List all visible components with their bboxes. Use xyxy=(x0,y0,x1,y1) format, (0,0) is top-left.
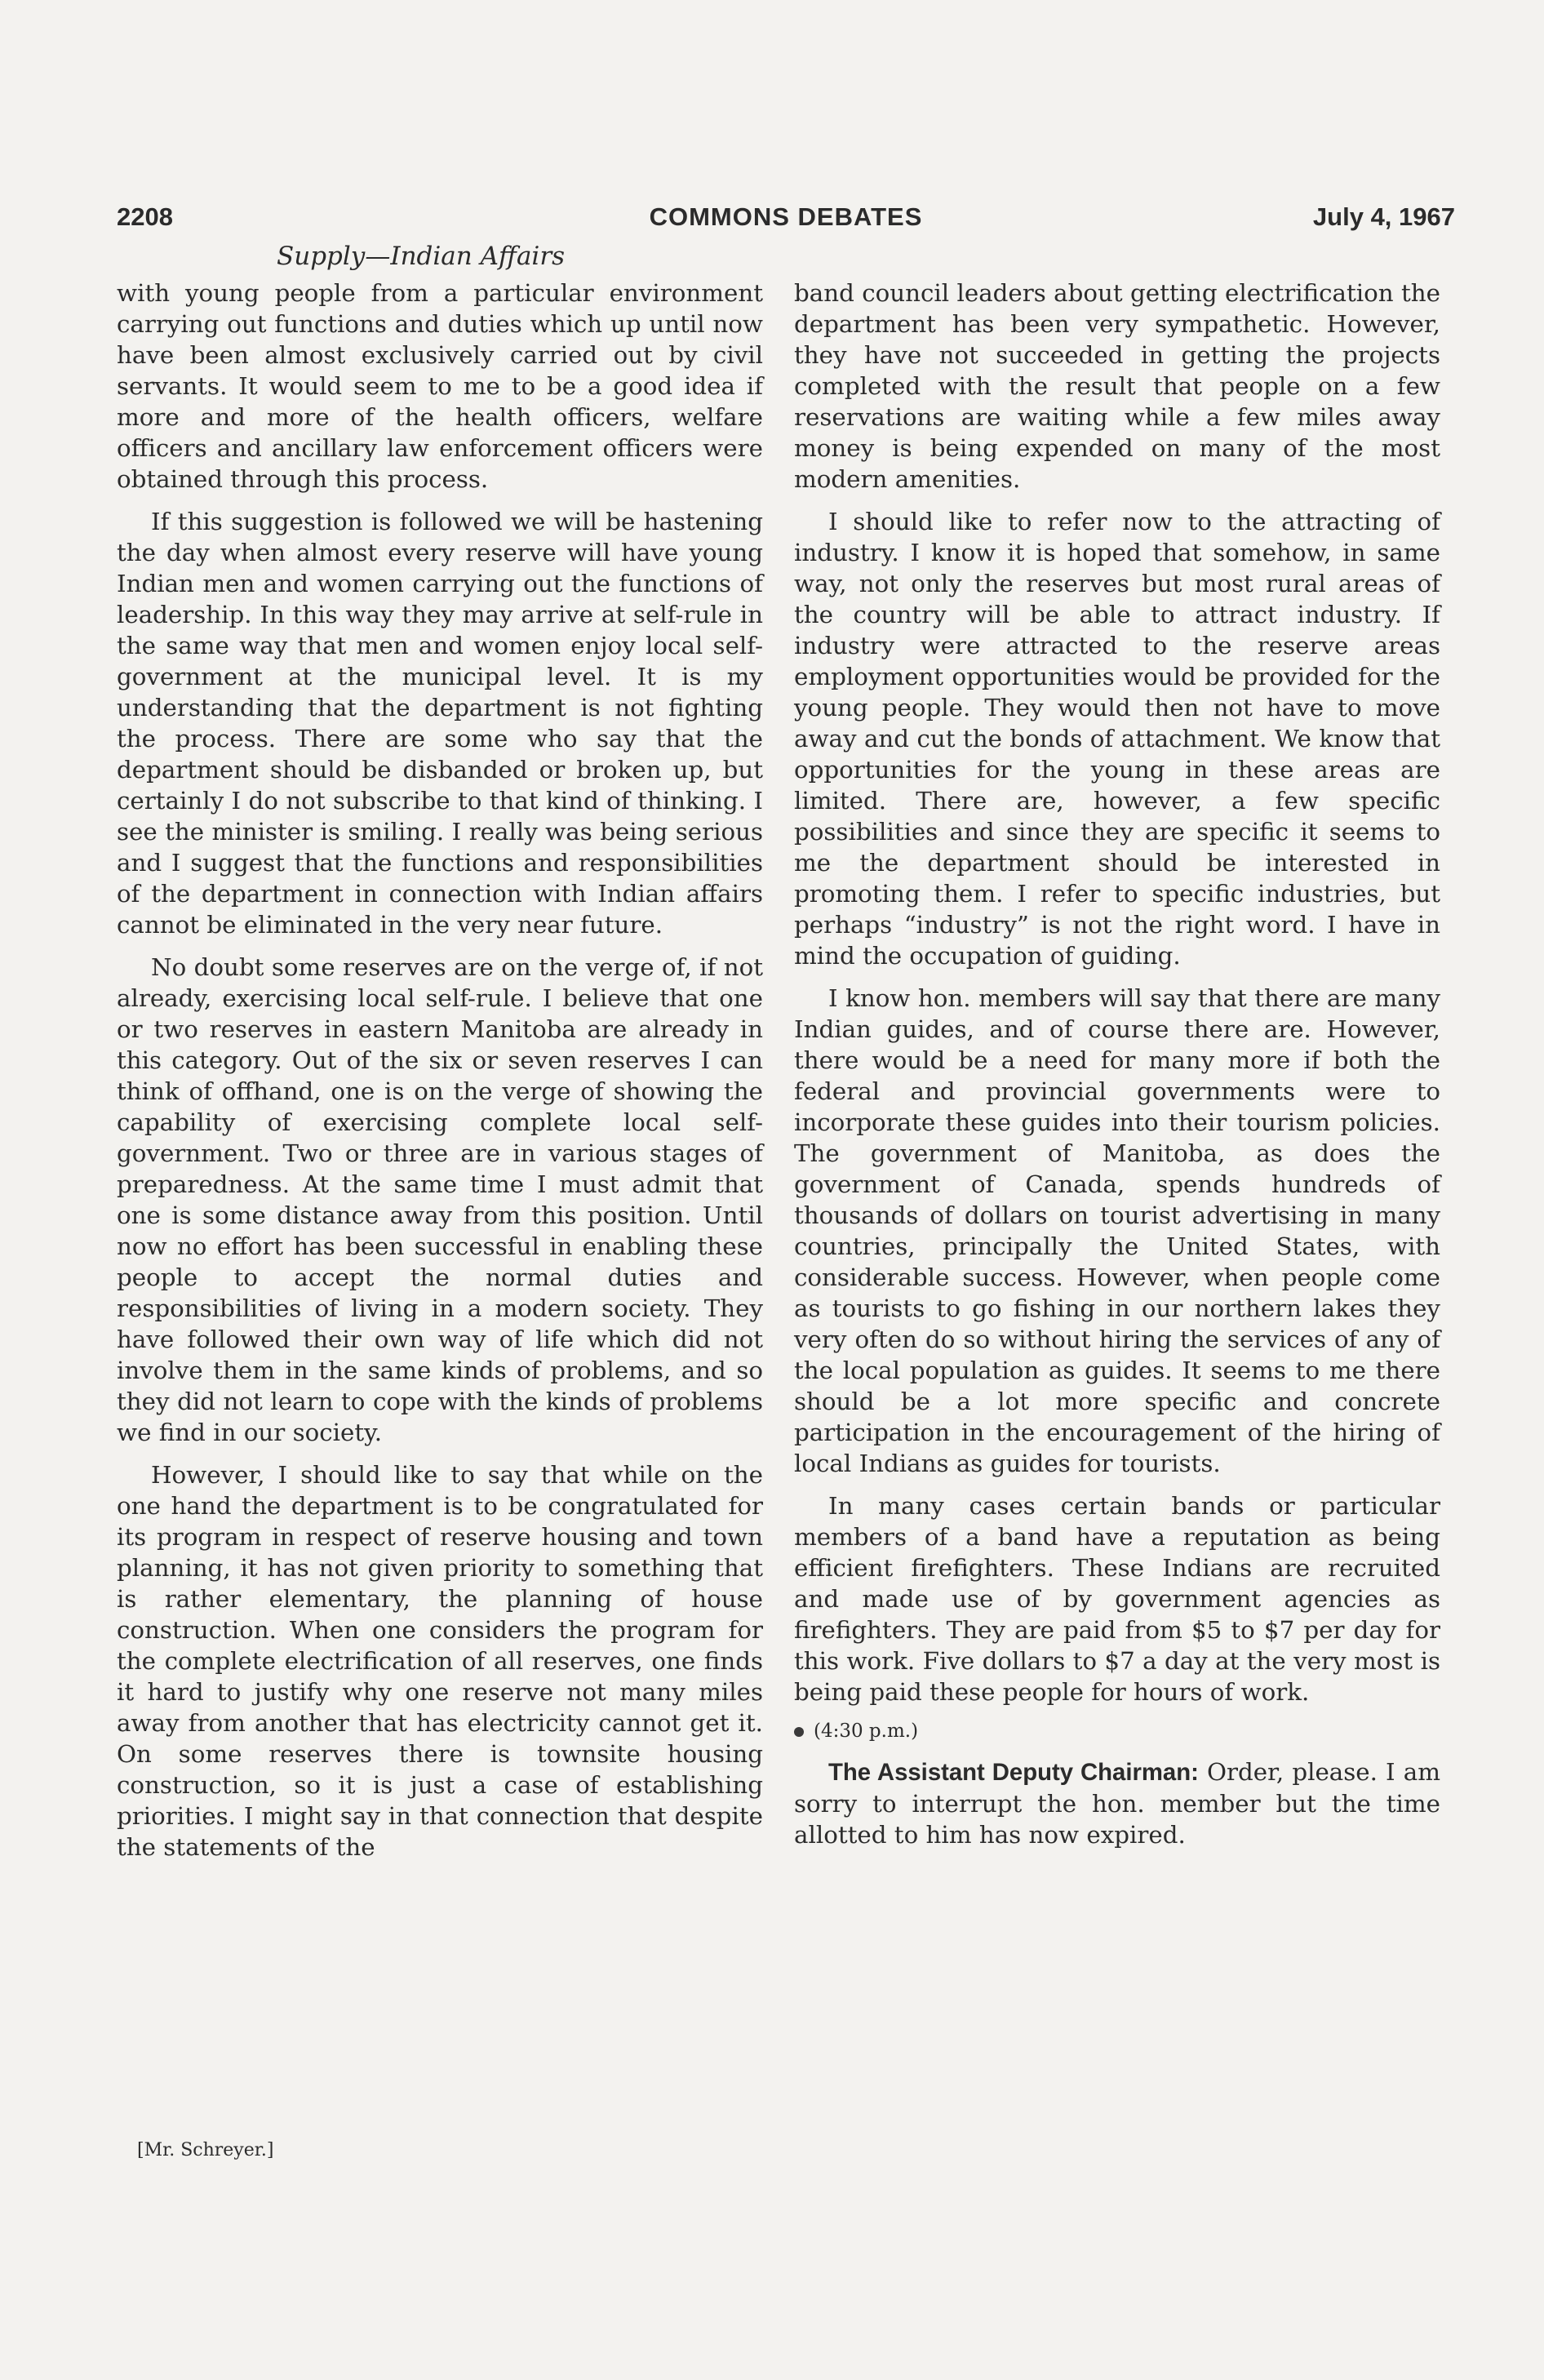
paragraph: band council leaders about getting electrification the department has been very sympathetic. However, they have not succeeded in getting the projects completed with the result that people on a few reservations are waiting while a few miles away money is being expended on many of the most modern amenities. xyxy=(794,279,1440,493)
section-subheader: Supply—Indian Affairs xyxy=(277,242,566,271)
speaker-label: The Assistant Deputy Chairman: xyxy=(828,1759,1199,1786)
speaker-paragraph xyxy=(794,1756,1440,1850)
paragraph: I should like to refer now to the attracting of industry. I know it is hoped that somehow, in same way, not only the reserves but most rural areas of the country will be able to attract industry. If industry were attracted to the reserve areas employment opportunities would be provided for the young people. They would then not have to move away and cut the bonds of attachment. We know that opportunities for the young in these areas are limited. There are, however, a few specific possibilities and since they are specific it seems to me the department should be interested in promoting them. I refer to specific industries, but perhaps “industry” is not the right word. I have in mind the occupation of guiding. xyxy=(794,508,1440,970)
paragraph: However, I should like to say that while on the one hand the department is to be congratulated for its program in respect of reserve housing and town planning, it has not given priority to something that is rather elementary, the planning of house construction. When one considers the program for the complete electrification of all reserves, one finds it hard to justify why one reserve not many miles away from another that has electricity cannot get it. On some reserves there is townsite housing construction, so it is just a case of establishing priorities. I might say in that connection that despite the statements of the xyxy=(117,1461,763,1861)
publication-title: COMMONS DEBATES xyxy=(649,202,923,231)
page-number: 2208 xyxy=(117,202,173,231)
paragraph: If this suggestion is followed we will be hastening the day when almost every reserve will have young Indian men and women carrying out the functions of leadership. In this way they may arrive at self-rule in the same way that men and women enjoy local self-government at the municipal level. It is my understanding that the department is not fighting the process. There are some who say that the department should be disbanded or broken up, but certainly I do not subscribe to that kind of thinking. I see the minister is smiling. I really was being serious and I suggest that the functions and responsibilities of the department in connection with Indian affairs cannot be eliminated in the very near future. xyxy=(117,508,763,939)
time-stamp: (4:30 p.m.) xyxy=(814,1721,919,1742)
page-header xyxy=(117,202,1455,243)
speech-text: Order, please. I am sorry to interrupt the hon. member but the time allotted to him has now expired. xyxy=(794,1758,1440,1849)
paragraph: I know hon. members will say that there are many Indian guides, and of course there are. However, there would be a need for many more if both the federal and provincial governments were to incorporate these guides into their tourism policies. The government of Manitoba, as does the government of Canada, spends hundreds of thousands of dollars on tourist advertising in many countries, principally the United States, with considerable success. However, when people come as tourists to go fishing in our northern lakes they very often do so without hiring the services of any of the local population as guides. It seems to me there should be a lot more specific and concrete participation in the encouragement of the hiring of local Indians as guides for tourists. xyxy=(794,984,1440,1477)
bullet-icon xyxy=(794,1727,804,1737)
publication-date: July 4, 1967 xyxy=(1312,202,1455,231)
right-column xyxy=(794,278,1440,1862)
paragraph: with young people from a particular environment carrying out functions and duties which up until now have been almost exclusively carried out by civil servants. It would seem to me to be a good idea if more and more of the health officers, welfare officers and ancillary law enforcement officers were obtained through this process. xyxy=(117,279,763,493)
paragraph: In many cases certain bands or particular members of a band have a reputation as being efficient firefighters. These Indians are recruited and made use of by government agencies as firefighters. They are paid from $5 to $7 per day for this work. Five dollars to $7 a day at the very most is being paid these people for hours of work. xyxy=(794,1492,1440,1706)
speaker-attribution: [Mr. Schreyer.] xyxy=(137,2140,274,2160)
left-column xyxy=(117,278,763,1874)
paragraph: No doubt some reserves are on the verge of, if not already, exercising local self-rule. I believe that one or two reserves in eastern Manitoba are already in this category. Out of the six or seven reserves I can think of offhand, one is on the verge of showing the capability of exercising complete local self-government. Two or three are in various stages of preparedness. At the same time I must admit that one is some distance away from this position. Until now no effort has been successful in enabling these people to accept the normal duties and responsibilities of living in a modern society. They have followed their own way of life which did not involve them in the same kinds of problems, and so they did not learn to cope with the kinds of problems we find in our society. xyxy=(117,953,763,1446)
time-marker xyxy=(794,1719,1440,1743)
